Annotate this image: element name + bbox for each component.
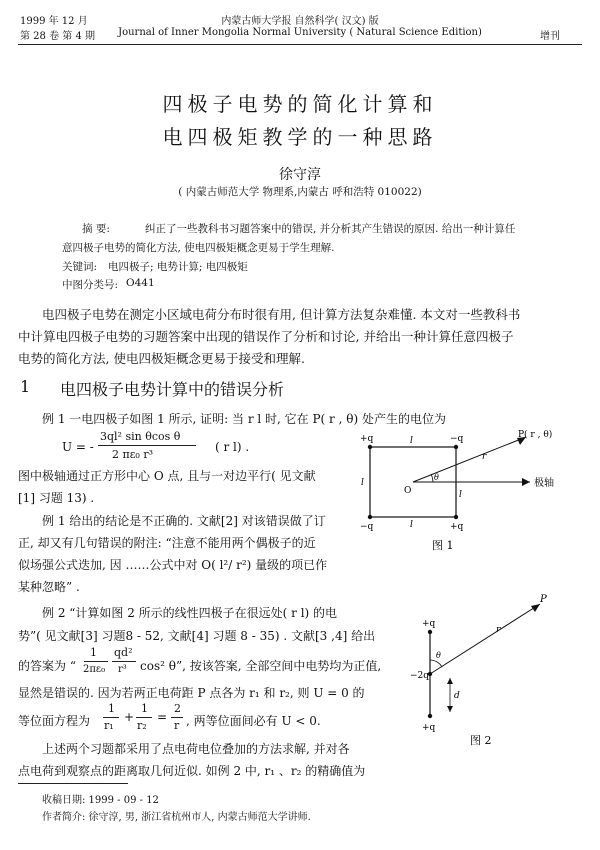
eq-term3-den: r xyxy=(174,719,180,732)
label-d: d xyxy=(454,691,460,701)
para2-line-1: 例 1 给出的结论是不正确的. 文献[2] 对该错误做了订 xyxy=(42,514,326,528)
polar-axis-arrow xyxy=(522,478,530,486)
example2-frac1-num: 1 xyxy=(90,646,97,659)
intro-line-2: 中计算电四极子电势的习题答案中出现的错误作了分析和讨论, 并给出一种计算任意四极子 xyxy=(18,329,514,344)
issue-date: 1999 年 12 月 xyxy=(20,16,88,27)
label-r: r xyxy=(482,452,487,462)
example1-line-1: 例 1 一电四极子如图 1 所示, 证明: 当 r l 时, 它在 P( r , θ) 处产生的电位为 xyxy=(42,412,446,426)
clc-number: O441 xyxy=(126,277,155,289)
keywords: 电四极子; 电势计算; 电四极矩 xyxy=(108,261,248,273)
charge-dot-bot xyxy=(428,714,432,718)
footnote-rule xyxy=(18,783,128,784)
example1-line-4: [1] 习题 13) . xyxy=(18,491,95,505)
author-bio: 作者简介: 徐守淳, 男, 浙江省杭州市人, 内蒙古师范大学讲师. xyxy=(42,812,311,823)
section-number: 1 xyxy=(20,377,31,396)
eq-term3-num: 2 xyxy=(174,702,181,715)
abstract-line-1: 纠正了一些教科书习题答案中的错误, 并分析其产生错误的原因. 给出一种计算任 xyxy=(145,223,516,235)
example2-eq-suffix: , 两等位面间必有 U < 0. xyxy=(186,714,321,728)
eq-term1-den: r₁ xyxy=(104,719,114,732)
eq-plus: + xyxy=(124,710,135,724)
eq-term2-bar xyxy=(136,717,152,718)
clc-label: 中图分类号: xyxy=(62,279,119,291)
para2-line-2: 正, 却又有几句错误的附注: “注意不能用两个偶极子的近 xyxy=(18,536,316,550)
charge-top: +q xyxy=(422,619,436,629)
charge-tl: +q xyxy=(360,434,374,444)
header-rule xyxy=(18,44,582,45)
title-line-1: 四极子电势的简化计算和 xyxy=(162,92,438,116)
title-line-2: 电四极矩教学的一种思路 xyxy=(162,125,438,149)
example1-eq-condition: ( r l) . xyxy=(215,440,250,454)
label-r2: r xyxy=(496,625,501,635)
example2-line-4: 显然是错误的. 因为若两正电荷距 P 点各为 r₁ 和 r₂, 则 U = 0 的 xyxy=(18,686,365,700)
eq-term2-den: r₂ xyxy=(137,719,147,732)
author-name: 徐守淳 xyxy=(279,167,321,183)
example1-eq-denominator: 2 πε₀ r³ xyxy=(112,448,153,461)
radius-line-2 xyxy=(430,604,540,674)
journal-title-cn: 内蒙古师大学报 自然科学( 汉文) 版 xyxy=(221,16,379,27)
example2-eq-prefix: 等位面方程为 xyxy=(18,714,91,728)
label-p: P( r , θ) xyxy=(518,430,553,440)
para3-line-2: 点电荷到观察点的距离取几何近似. 如例 2 中, r₁ 、r₂ 的精确值为 xyxy=(18,764,366,778)
example2-frac1-bar xyxy=(84,661,108,662)
eq-term1-bar xyxy=(103,717,119,718)
example2-line-1: 例 2 “计算如图 2 所示的线性四极子在很远处( r l) 的电 xyxy=(42,606,338,620)
axis-label: 极轴 xyxy=(534,478,554,489)
charge-dot-tl xyxy=(368,445,372,449)
keywords-label: 关键词: xyxy=(62,261,98,273)
example2-frac2-bar xyxy=(112,661,136,662)
abstract-label: 摘 要: xyxy=(82,223,110,235)
para2-line-3: 似场强公式迭加, 因 ……公式中对 O( l²/ r²) 量级的项已作 xyxy=(18,558,328,572)
example2-frac2-den: r³ xyxy=(118,664,127,675)
eq-term1-num: 1 xyxy=(108,702,115,715)
example2-answer-prefix: 的答案为 “ xyxy=(18,659,76,673)
section-title: 电四极子电势计算中的错误分析 xyxy=(60,380,285,399)
label-o: O xyxy=(404,486,412,496)
figure1-caption: 图 1 xyxy=(432,539,454,552)
eq-term2-num: 1 xyxy=(141,702,148,715)
label-p2: P xyxy=(540,594,547,605)
theta-arc xyxy=(431,474,433,482)
figure-1 xyxy=(360,425,588,553)
example2-frac2-num: qd² xyxy=(114,646,133,659)
label-l-top: l xyxy=(410,436,413,446)
charge-dot-bl xyxy=(368,515,372,519)
figure2-caption: 图 2 xyxy=(470,734,492,747)
eq-term3-bar xyxy=(171,717,183,718)
author-affiliation: ( 内蒙古师范大学 物理系,内蒙古 呼和浩特 010022) xyxy=(178,186,422,198)
figure-2 xyxy=(410,590,590,748)
example2-line-2: 势”( 见文献[3] 习题8 - 52, 文献[4] 习题 8 - 35) . 文献[3 ,4] 给出 xyxy=(18,629,376,643)
charge-mid: −2q xyxy=(410,671,430,681)
eq-equals: = xyxy=(157,710,168,724)
charge-br: +q xyxy=(450,522,464,532)
charge-dot-tr xyxy=(454,445,458,449)
received-date: 收稿日期: 1999 - 09 - 12 xyxy=(42,795,159,806)
example1-fraction-bar xyxy=(98,445,196,446)
journal-title-en: Journal of Inner Mongolia Normal University ( Natural Science Edition) xyxy=(118,27,482,38)
example1-eq-lhs: U = - xyxy=(62,440,94,454)
label-l-left: l xyxy=(361,478,364,488)
example2-frac1-den: 2πε₀ xyxy=(83,664,106,675)
intro-line-3: 电势的简化方法, 使电四极矩概念更易于接受和理解. xyxy=(18,351,305,366)
theta-arc-2 xyxy=(430,660,442,667)
charge-tr: −q xyxy=(450,434,464,444)
label-theta: θ xyxy=(434,473,439,482)
volume-issue: 第 28 卷 第 4 期 xyxy=(20,31,95,42)
charge-dot-br xyxy=(454,515,458,519)
radius-line xyxy=(413,437,526,482)
charge-bl: −q xyxy=(360,522,374,532)
charge-dot-top xyxy=(428,630,432,634)
para3-line-1: 上述两个习题都采用了点电荷电位叠加的方法求解, 并对各 xyxy=(42,742,350,756)
d-arrow-bot xyxy=(447,706,453,712)
example1-line-3: 图中极轴通过正方形中心 O 点, 且与一对边平行( 见文献 xyxy=(18,469,316,483)
para2-line-4: 某种忽略” . xyxy=(18,580,80,594)
example2-answer-suffix: cos² θ”, 按该答案, 全部空间中电势均为正值, xyxy=(140,659,382,673)
abstract-line-2: 意四极子电势的简化方法, 使电四极矩概念更易于学生理解. xyxy=(62,242,335,254)
d-arrow-top xyxy=(447,678,453,684)
intro-line-1: 电四极子电势在测定小区域电荷分布时很有用, 但计算方法复杂难懂. 本文对一些教科书 xyxy=(42,307,521,322)
example1-eq-numerator: 3ql² sin θcos θ xyxy=(100,430,181,443)
label-l-bottom: l xyxy=(410,520,413,530)
radius-arrow-2 xyxy=(531,604,540,612)
supplement-label: 增刊 xyxy=(540,31,560,42)
label-theta2: θ xyxy=(436,651,441,660)
label-l-right: l xyxy=(459,490,462,500)
charge-bot: +q xyxy=(422,723,436,733)
